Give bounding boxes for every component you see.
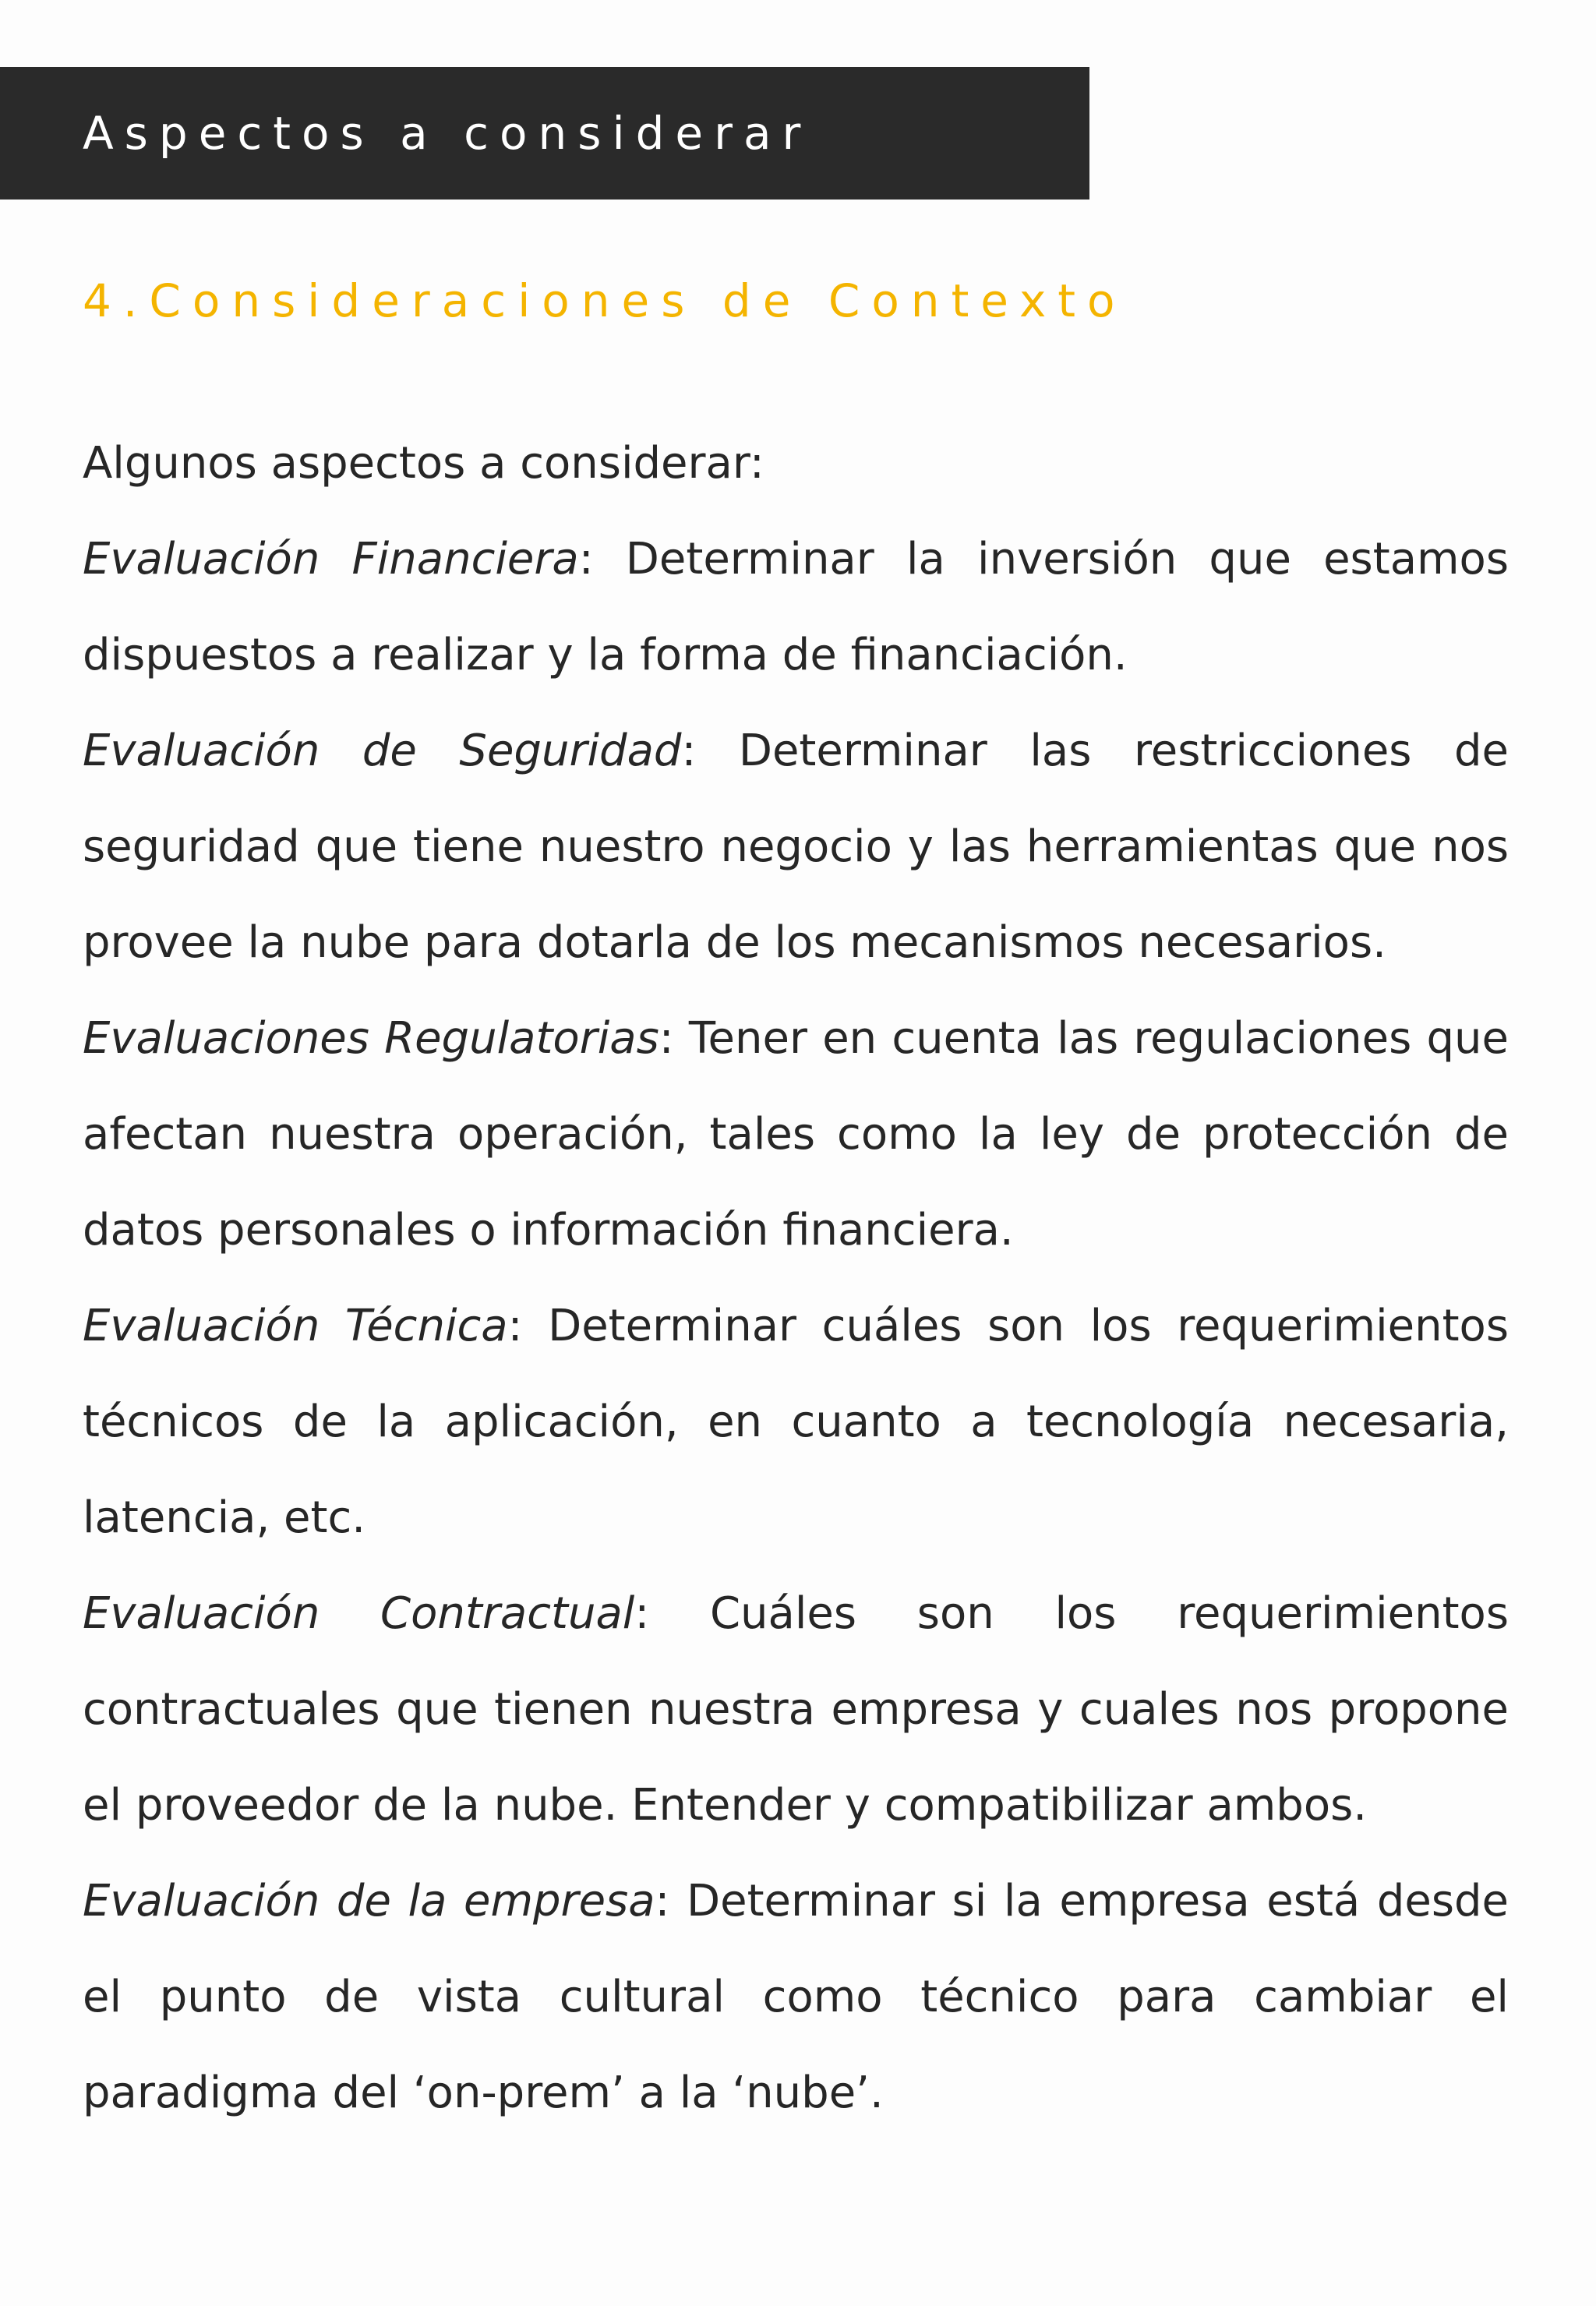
item-text: Cuáles son los requerimientos contractuales que tienen nuestra empresa y cuales nos propone el proveedor de la nube. Entender y compatibilizar ambos.: [83, 1588, 1509, 1831]
item-financiera: [83, 511, 1509, 703]
item-term: Evaluaciones Regulatorias: [83, 1013, 659, 1064]
item-separator: :: [681, 726, 697, 776]
item-empresa: [83, 1853, 1509, 2141]
item-separator: :: [634, 1588, 650, 1639]
item-term: Evaluación Contractual: [83, 1588, 635, 1639]
item-text: Determinar cuáles son los requerimientos técnicos de la aplicación, en cuanto a tecnología necesaria, latencia, etc.: [83, 1301, 1509, 1543]
item-term: Evaluación de Seguridad: [83, 726, 682, 776]
item-text: Determinar la inversión que estamos dispuestos a realizar y la forma de financiación.: [83, 534, 1509, 680]
header-title: Aspectos a considerar: [83, 107, 812, 160]
item-term: Evaluación Financiera: [83, 534, 579, 584]
item-tecnica: [83, 1278, 1509, 1566]
item-text: Tener en cuenta las regulaciones que afectan nuestra operación, tales como la ley de protección de datos personales o información financiera.: [83, 1013, 1509, 1255]
item-separator: :: [655, 1876, 670, 1926]
item-text: Determinar si la empresa está desde el punto de vista cultural como técnico para cambiar el paradigma del ‘on-prem’ a la ‘nube’.: [83, 1876, 1509, 2118]
content-body: [83, 415, 1509, 2141]
item-text: Determinar las restricciones de seguridad que tiene nuestro negocio y las herramientas que nos provee la nube para dotarla de los mecanismos necesarios.: [83, 726, 1509, 968]
header-bar: [0, 67, 1089, 200]
intro-paragraph: Algunos aspectos a considerar:: [83, 438, 764, 489]
item-separator: :: [507, 1301, 523, 1351]
item-term: Evaluación de la empresa: [83, 1876, 655, 1926]
item-seguridad: [83, 703, 1509, 991]
section-title: 4.Consideraciones de Contexto: [83, 274, 1127, 327]
item-term: Evaluación Técnica: [83, 1301, 508, 1351]
item-separator: :: [659, 1013, 674, 1064]
item-contractual: [83, 1566, 1509, 1853]
item-separator: :: [578, 534, 594, 584]
item-regulatorias: [83, 991, 1509, 1278]
